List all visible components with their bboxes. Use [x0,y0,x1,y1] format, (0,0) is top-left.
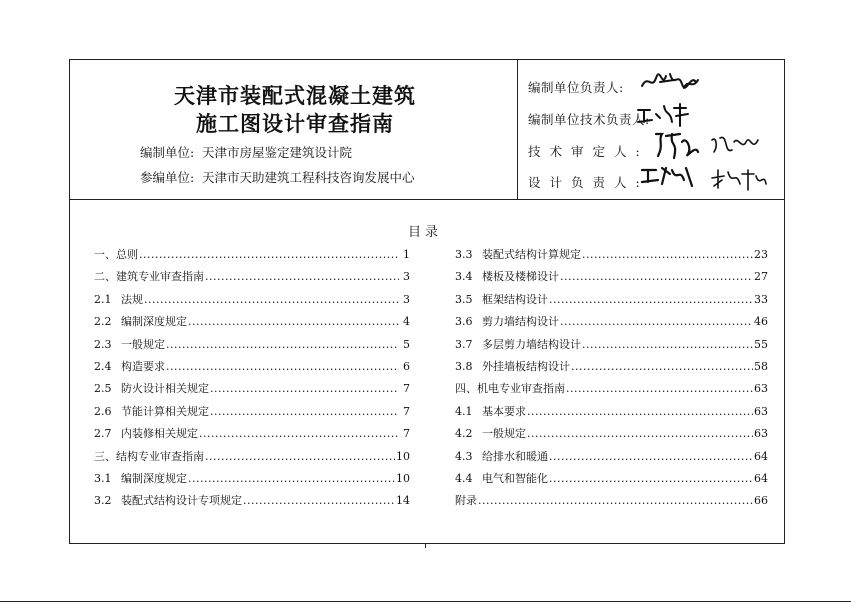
toc-entry [455,470,768,492]
toc-entry [94,268,410,290]
toc-entry-text: 编制深度规定 [121,315,187,329]
toc-entry-text: 装配式结构设计专项规定 [121,494,242,508]
toc-entry-number: 3.7 [455,337,473,351]
toc-entry [94,246,410,268]
toc-entry-page: 63 [754,427,768,441]
toc-left-column [94,246,410,515]
signature-reviewer-1 [652,130,700,160]
toc-entry-text: 二、建筑专业审查指南 [94,270,204,284]
header-divider [69,199,785,200]
toc-entry-number: 2.5 [94,382,112,396]
toc-entry-number: 2.4 [94,359,112,373]
toc-leader-dots [199,427,399,440]
toc-entry [455,380,768,402]
toc-entry-number: 3.3 [455,248,473,261]
toc-leader-dots [166,360,399,373]
toc-entry-text: 附录 [455,494,477,508]
toc-leader-dots [210,382,399,395]
responsibility-label: 设计负责人: [528,175,649,190]
responsibility-row-tech-head [528,110,650,128]
toc-leader-dots [188,315,399,328]
toc-leader-dots [205,270,399,283]
toc-leader-dots [478,494,753,507]
toc-entry-number: 4.1 [455,404,473,418]
toc-entry [455,336,768,358]
toc-entry [455,268,768,290]
toc-leader-dots [571,360,753,373]
toc-entry-number: 4.3 [455,449,473,463]
toc-entry-text: 剪力墙结构设计 [482,315,559,329]
toc-entry-page: 23 [754,248,768,261]
toc-entry-text: 多层剪力墙结构设计 [482,337,581,351]
toc-entry-page: 55 [754,337,768,351]
toc-entry-page: 6 [403,359,410,373]
toc-entry [94,358,410,380]
responsibility-label: 编制单位技术负责人: [528,112,650,127]
toc-entry-page: 4 [403,315,410,329]
toc-leader-dots [560,270,753,283]
page-bottom-rule [0,601,851,602]
toc-entry [455,425,768,447]
toc-entry [94,403,410,425]
toc-entry-text: 楼板及楼梯设计 [482,270,559,284]
toc-leader-dots [549,472,753,485]
toc-entry-page: 5 [403,337,410,351]
toc-entry-page: 63 [754,404,768,418]
toc-leader-dots [210,405,399,418]
signature-tech-head [636,102,690,128]
toc-entry-page: 7 [403,427,410,441]
toc-entry-text: 防火设计相关规定 [121,382,209,396]
toc-entry-page: 63 [754,382,768,396]
responsibility-row-designer [528,173,649,191]
center-tick [425,544,426,548]
toc-entry-number: 3.5 [455,292,473,306]
toc-leader-dots [566,382,753,395]
toc-entry [455,403,768,425]
toc-entry-text: 节能计算相关规定 [121,404,209,418]
participant-name: 天津市天助建筑工程科技咨询发展中心 [202,170,415,185]
toc-entry-text: 装配式结构计算规定 [482,248,581,261]
toc-entry-page: 10 [396,449,410,463]
toc-entry-page: 3 [403,292,410,306]
toc-leader-dots [560,315,753,328]
toc-entry [455,358,768,380]
toc-title: 目录 [407,225,442,240]
toc-entry-page: 1 [403,248,410,261]
toc-entry-page: 64 [754,471,768,485]
toc-entry-text: 框架结构设计 [482,292,548,306]
toc-leader-dots [527,405,753,418]
compiler-name: 天津市房屋鉴定建筑设计院 [202,145,353,160]
toc-entry-page: 66 [754,494,768,508]
signature-unit-head [640,68,700,96]
responsibility-divider [517,59,518,199]
toc-entry-page: 10 [396,471,410,485]
toc-entry-number: 2.3 [94,337,112,351]
toc-entry-page: 33 [754,292,768,306]
toc-entry [455,246,768,268]
toc-entry [455,492,768,514]
participant-row [140,168,415,186]
toc-leader-dots [549,293,753,306]
toc-entry-number: 3.1 [94,471,112,485]
toc-entry [94,336,410,358]
toc-entry [94,448,410,470]
responsibility-row-reviewer [528,142,649,160]
toc-entry-number: 3.2 [94,494,112,508]
toc-entry-text: 三、结构专业审查指南 [94,449,204,463]
toc-entry-text: 构造要求 [121,359,165,373]
toc-entry [94,291,410,313]
toc-entry-page: 27 [754,270,768,284]
toc-entry-text: 编制深度规定 [121,471,187,485]
toc-entry-text: 电气和智能化 [482,471,548,485]
toc-entry-number: 2.7 [94,427,112,441]
toc-leader-dots [549,450,753,463]
toc-entry-text: 内装修相关规定 [121,427,198,441]
toc-entry [455,448,768,470]
signature-reviewer-2 [710,132,760,158]
toc-entry-page: 46 [754,315,768,329]
toc-entry [455,313,768,335]
toc-leader-dots [139,248,399,261]
compiler-label: 编制单位: [140,145,195,160]
toc-entry-number: 2.2 [94,315,112,329]
toc-right-column [455,246,768,515]
toc-leader-dots [188,472,395,485]
participant-label: 参编单位: [140,170,195,185]
toc-leader-dots [205,450,395,463]
responsibility-label: 编制单位负责人: [528,80,624,95]
toc-entry-text: 四、机电专业审查指南 [455,382,565,396]
toc-entry-page: 7 [403,404,410,418]
toc-entry [94,380,410,402]
toc-entry-number: 3.8 [455,359,473,373]
toc-entry-number: 2.6 [94,404,112,418]
toc-entry-page: 7 [403,382,410,396]
toc-entry [94,425,410,447]
responsibility-row-unit-head [528,78,638,96]
toc-leader-dots [527,427,753,440]
toc-entry-text: 一般规定 [121,337,165,351]
toc-entry-number: 2.1 [94,292,112,306]
toc-entry [94,492,410,514]
responsibility-label: 技术审定人: [528,144,649,159]
toc-entry [94,470,410,492]
toc-leader-dots [144,293,399,306]
document-title-line2: 施工图设计审查指南 [196,112,394,136]
toc-entry-text: 外挂墙板结构设计 [482,359,570,373]
toc-entry-page: 58 [754,359,768,373]
toc-entry-text: 给排水和暖通 [482,449,548,463]
toc-entry [455,291,768,313]
toc-entry-number: 3.4 [455,270,473,284]
toc-entry-text: 一般规定 [482,427,526,441]
toc-entry-page: 14 [396,494,410,508]
toc-entry-number: 4.2 [455,427,473,441]
compiler-row [140,143,352,161]
toc-leader-dots [243,494,395,507]
toc-entry-number: 4.4 [455,471,473,485]
toc-entry-number: 3.6 [455,315,473,329]
document-title-line1: 天津市装配式混凝土建筑 [174,84,416,108]
toc-entry-text: 一、总则 [94,248,138,261]
toc-entry-page: 64 [754,449,768,463]
toc-leader-dots [582,338,753,351]
toc-entry-page: 3 [403,270,410,284]
signature-designer-1 [640,164,694,190]
toc-leader-dots [582,248,753,261]
signature-designer-2 [710,166,768,192]
toc-entry-text: 法规 [121,292,143,306]
toc-entry [94,313,410,335]
toc-leader-dots [166,338,399,351]
toc-entry-text: 基本要求 [482,404,526,418]
